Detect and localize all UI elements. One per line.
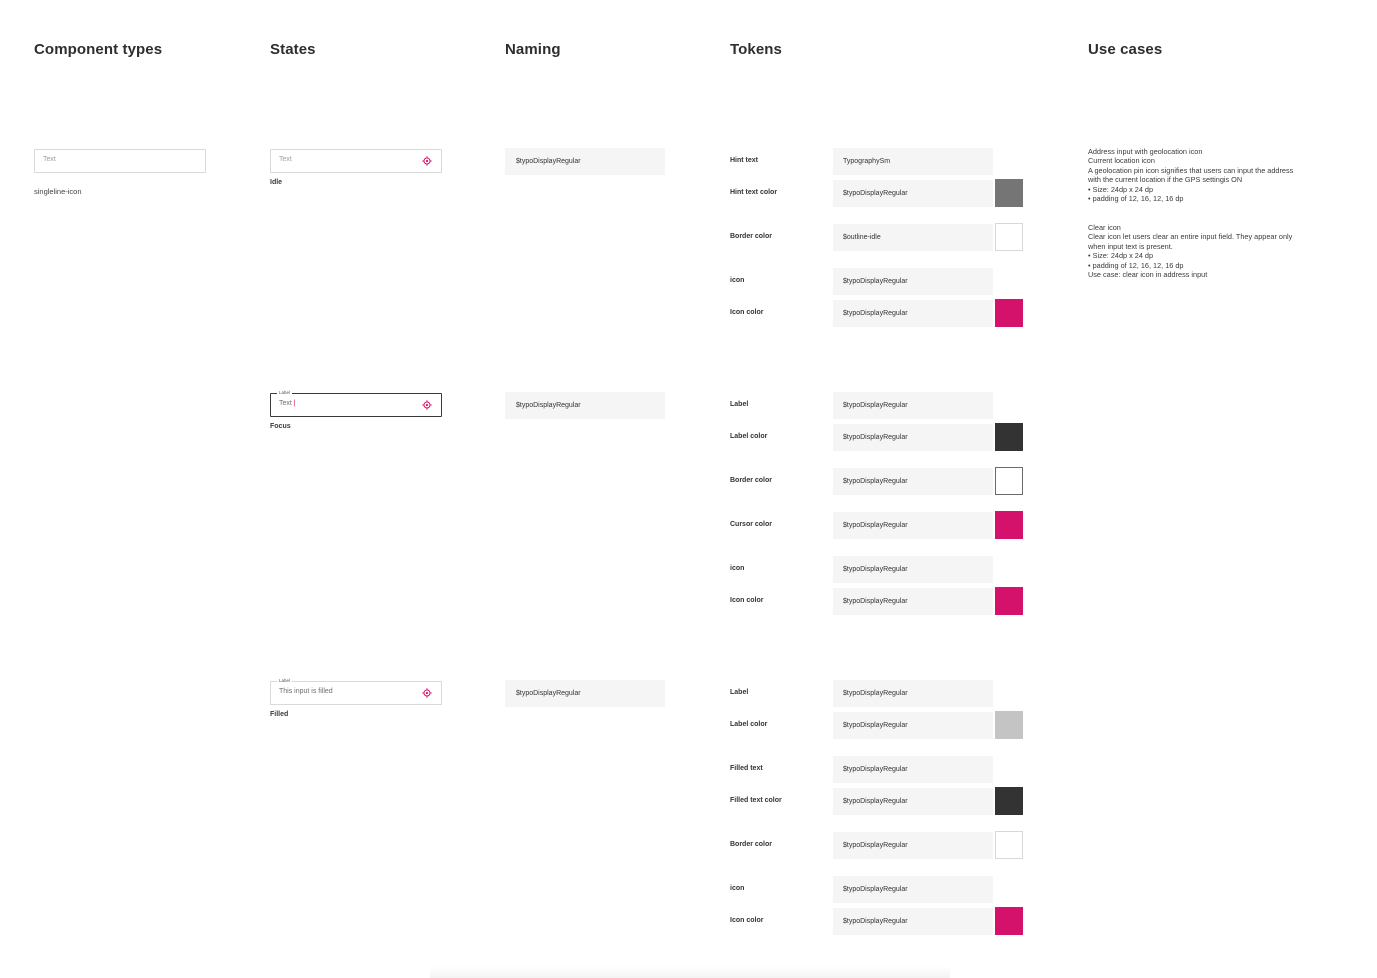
- state-focus-input[interactable]: [270, 390, 442, 417]
- naming-filled: $typoDisplayRegular: [505, 680, 665, 707]
- usecase-line: when input text is present.: [1088, 241, 1173, 251]
- usecase-line: • padding of 12, 16, 12, 16 dp: [1088, 260, 1184, 270]
- token-value: $typoDisplayRegular: [833, 876, 993, 903]
- token-label: Label: [730, 689, 749, 696]
- color-swatch: [995, 787, 1023, 815]
- geolocation-crosshair-icon[interactable]: [422, 400, 432, 410]
- field-label: Label: [279, 390, 291, 395]
- usecase-geolocation: [1088, 147, 1348, 203]
- token-value: $typoDisplayRegular: [833, 468, 993, 495]
- token-value: $typoDisplayRegular: [833, 756, 993, 783]
- token-value: $typoDisplayRegular: [833, 300, 993, 327]
- state-focus-label: Focus: [270, 423, 291, 430]
- geolocation-crosshair-icon[interactable]: [422, 156, 432, 166]
- usecase-line: • Size: 24dp x 24 dp: [1088, 184, 1154, 194]
- token-label: Icon color: [730, 917, 764, 924]
- token-value: $typoDisplayRegular: [833, 832, 993, 859]
- naming-idle: $typoDisplayRegular: [505, 148, 665, 175]
- token-label: Label color: [730, 721, 768, 728]
- state-filled-input[interactable]: [270, 678, 442, 705]
- color-swatch: [995, 223, 1023, 251]
- token-label: Label: [730, 401, 749, 408]
- token-label: Filled text color: [730, 797, 782, 804]
- token-label: Border color: [730, 841, 773, 848]
- token-value: $typoDisplayRegular: [833, 680, 993, 707]
- token-label: icon: [730, 885, 745, 892]
- color-swatch: [995, 831, 1023, 859]
- usecase-clear: [1088, 223, 1348, 279]
- input-text: Text |: [279, 400, 296, 407]
- color-swatch: [995, 511, 1023, 539]
- usecase-line: Clear icon: [1088, 223, 1121, 232]
- color-swatch: [995, 299, 1023, 327]
- token-value: $typoDisplayRegular: [833, 268, 993, 295]
- header-tokens: Tokens: [730, 41, 783, 58]
- color-swatch: [995, 711, 1023, 739]
- token-value: $outline-idle: [833, 224, 993, 251]
- token-label: Icon color: [730, 309, 764, 316]
- header-states: States: [270, 41, 316, 58]
- text-cursor: |: [293, 400, 296, 407]
- token-value: $typoDisplayRegular: [833, 908, 993, 935]
- token-label: Hint text: [730, 157, 758, 164]
- token-value: $typoDisplayRegular: [833, 788, 993, 815]
- token-value: $typoDisplayRegular: [833, 512, 993, 539]
- token-value: $typoDisplayRegular: [833, 424, 993, 451]
- state-filled-label: Filled: [270, 711, 289, 718]
- component-name: singleline-icon: [34, 187, 82, 196]
- token-label: Cursor color: [730, 521, 773, 528]
- geolocation-crosshair-icon[interactable]: [422, 688, 432, 698]
- usecase-line: Clear icon let users clear an entire input field. They appear only: [1088, 232, 1293, 242]
- token-label: Filled text: [730, 765, 763, 772]
- state-idle-input[interactable]: [270, 149, 442, 173]
- token-value: $typoDisplayRegular: [833, 556, 993, 583]
- state-idle-label: Idle: [270, 179, 283, 186]
- header-use-cases: Use cases: [1088, 41, 1163, 58]
- color-swatch: [995, 179, 1023, 207]
- token-label: Hint text color: [730, 189, 778, 196]
- token-value: $typoDisplayRegular: [833, 588, 993, 615]
- input-text: This input is filled: [279, 688, 333, 695]
- color-swatch: [995, 907, 1023, 935]
- header-component-types: Component types: [34, 41, 163, 58]
- token-value: $typoDisplayRegular: [833, 392, 993, 419]
- color-swatch: [995, 423, 1023, 451]
- field-label: Label: [279, 678, 291, 683]
- token-label: icon: [730, 565, 745, 572]
- token-value: TypographySm: [833, 148, 993, 175]
- color-swatch: [995, 467, 1023, 495]
- token-label: Label color: [730, 433, 768, 440]
- token-value: $typoDisplayRegular: [833, 712, 993, 739]
- usecase-line: Use case: clear icon in address input: [1088, 270, 1208, 280]
- token-label: Border color: [730, 233, 773, 240]
- color-swatch: [995, 587, 1023, 615]
- usecase-line: Address input with geolocation icon: [1088, 147, 1203, 156]
- header-naming: Naming: [505, 41, 561, 58]
- usecase-line: A geolocation pin icon signifies that users can input the address: [1088, 165, 1294, 175]
- token-label: icon: [730, 277, 745, 284]
- usecase-line: • Size: 24dp x 24 dp: [1088, 251, 1154, 261]
- token-label: Icon color: [730, 597, 764, 604]
- token-label: Border color: [730, 477, 773, 484]
- bottom-edge-shadow: [430, 966, 950, 978]
- usecase-line: with the current location if the GPS settingis ON: [1088, 175, 1243, 185]
- placeholder-text: Text: [43, 156, 56, 163]
- component-input-preview[interactable]: [34, 149, 206, 173]
- usecase-line: Current location icon: [1088, 156, 1155, 166]
- naming-focus: $typoDisplayRegular: [505, 392, 665, 419]
- usecase-line: • padding of 12, 16, 12, 16 dp: [1088, 194, 1184, 204]
- token-value: $typoDisplayRegular: [833, 180, 993, 207]
- placeholder-text: Text: [279, 156, 292, 163]
